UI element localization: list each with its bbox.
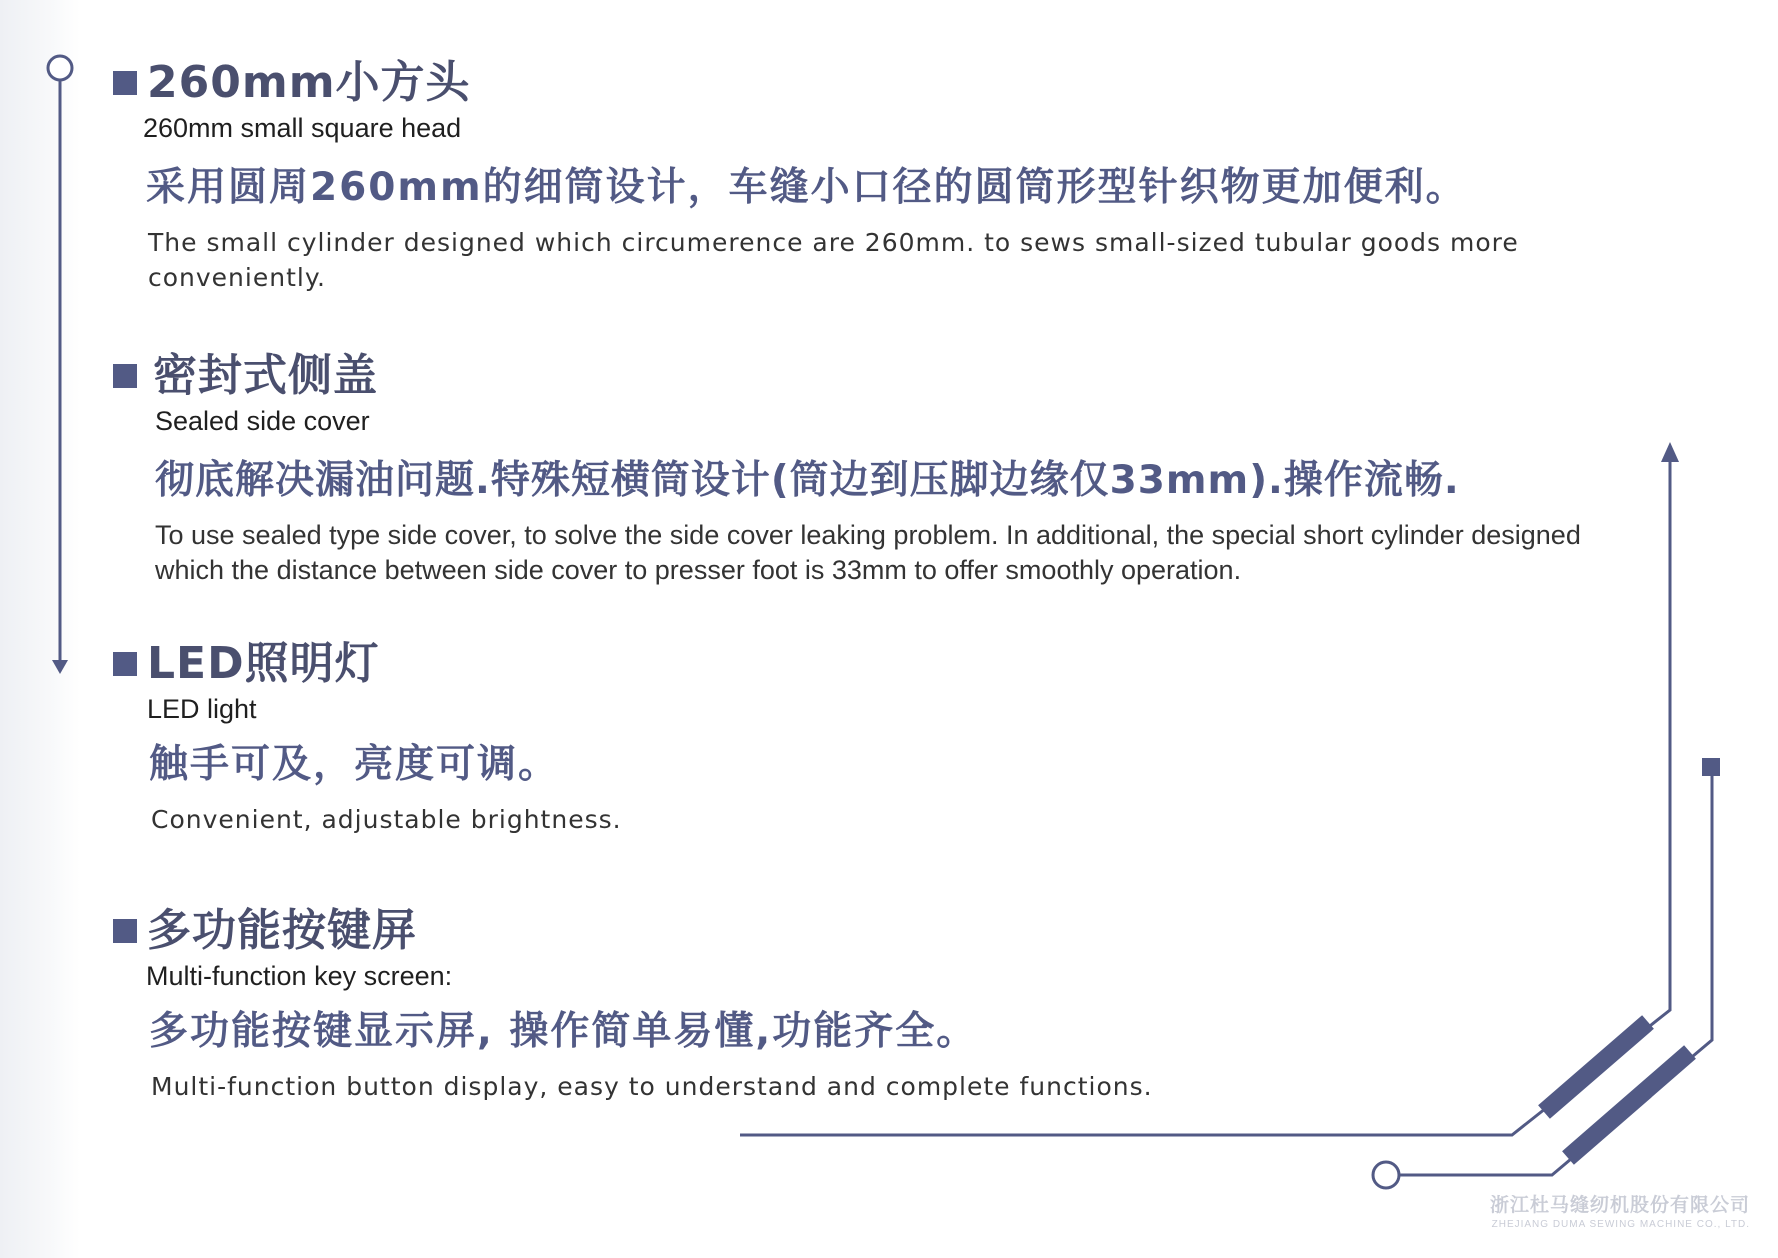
- feature-title-zh: LED照明灯: [147, 638, 380, 689]
- feature-heading-row: [113, 348, 1673, 404]
- feature-description-en: Multi-function button display, easy to understand and complete functions.: [151, 1072, 1153, 1101]
- feature-title-en: Multi-function key screen:: [146, 961, 453, 991]
- feature-sealed-side-cover: [113, 348, 1673, 588]
- feature-description-zh: 采用圆周260mm的细筒设计，车缝小口径的圆筒形型针织物更加便利。: [146, 165, 1467, 210]
- feature-description-zh: 多功能按键显示屏, 操作简单易懂,功能齐全。: [149, 1009, 978, 1054]
- feature-title-en: 260mm small square head: [143, 113, 462, 143]
- feature-led-light: [113, 636, 1673, 837]
- feature-title-zh: 260mm小方头: [147, 57, 471, 108]
- feature-description-en: The small cylinder designed which circumerence are 260mm. to sews small-sized tubular goods more conveniently.: [148, 228, 1519, 292]
- company-logo: [1470, 1190, 1750, 1230]
- company-name-zh: 浙江杜马缝纫机股份有限公司: [1489, 1194, 1750, 1216]
- feature-description-zh: 彻底解决漏油问题.特殊短横筒设计(筒边到压脚边缘仅33mm).操作流畅.: [155, 458, 1460, 503]
- feature-description-en: Convenient, adjustable brightness.: [151, 805, 622, 834]
- feature-title-zh: 多功能按键屏: [147, 905, 417, 956]
- bullet-square-icon: [113, 71, 137, 95]
- circuit-end-circle: [1373, 1162, 1399, 1188]
- feature-title-en: LED light: [147, 694, 257, 724]
- bullet-square-icon: [113, 919, 137, 943]
- company-name-en: ZHEJIANG DUMA SEWING MACHINE CO., LTD.: [1491, 1219, 1750, 1230]
- feature-heading-row: [113, 55, 1673, 111]
- bullet-square-icon: [113, 652, 137, 676]
- feature-heading-row: [113, 636, 1673, 692]
- timeline-start-circle: [48, 56, 72, 80]
- circuit-square-terminal: [1702, 758, 1720, 776]
- feature-title-en: Sealed side cover: [155, 406, 370, 436]
- feature-description-zh: 触手可及，亮度可调。: [149, 742, 560, 787]
- bullet-square-icon: [113, 364, 137, 388]
- feature-description-en: To use sealed type side cover, to solve the side cover leaking problem. In additional, the special short cylinder designed which the distance between side cover to presser foot is 33mm to offer smoothly operation.: [155, 520, 1581, 585]
- feature-multi-function-key-screen: [113, 903, 1673, 1104]
- feature-small-square-head: [113, 55, 1673, 295]
- feature-heading-row: [113, 903, 1673, 959]
- timeline-arrow-down: [52, 660, 68, 674]
- feature-title-zh: 密封式侧盖: [153, 350, 378, 401]
